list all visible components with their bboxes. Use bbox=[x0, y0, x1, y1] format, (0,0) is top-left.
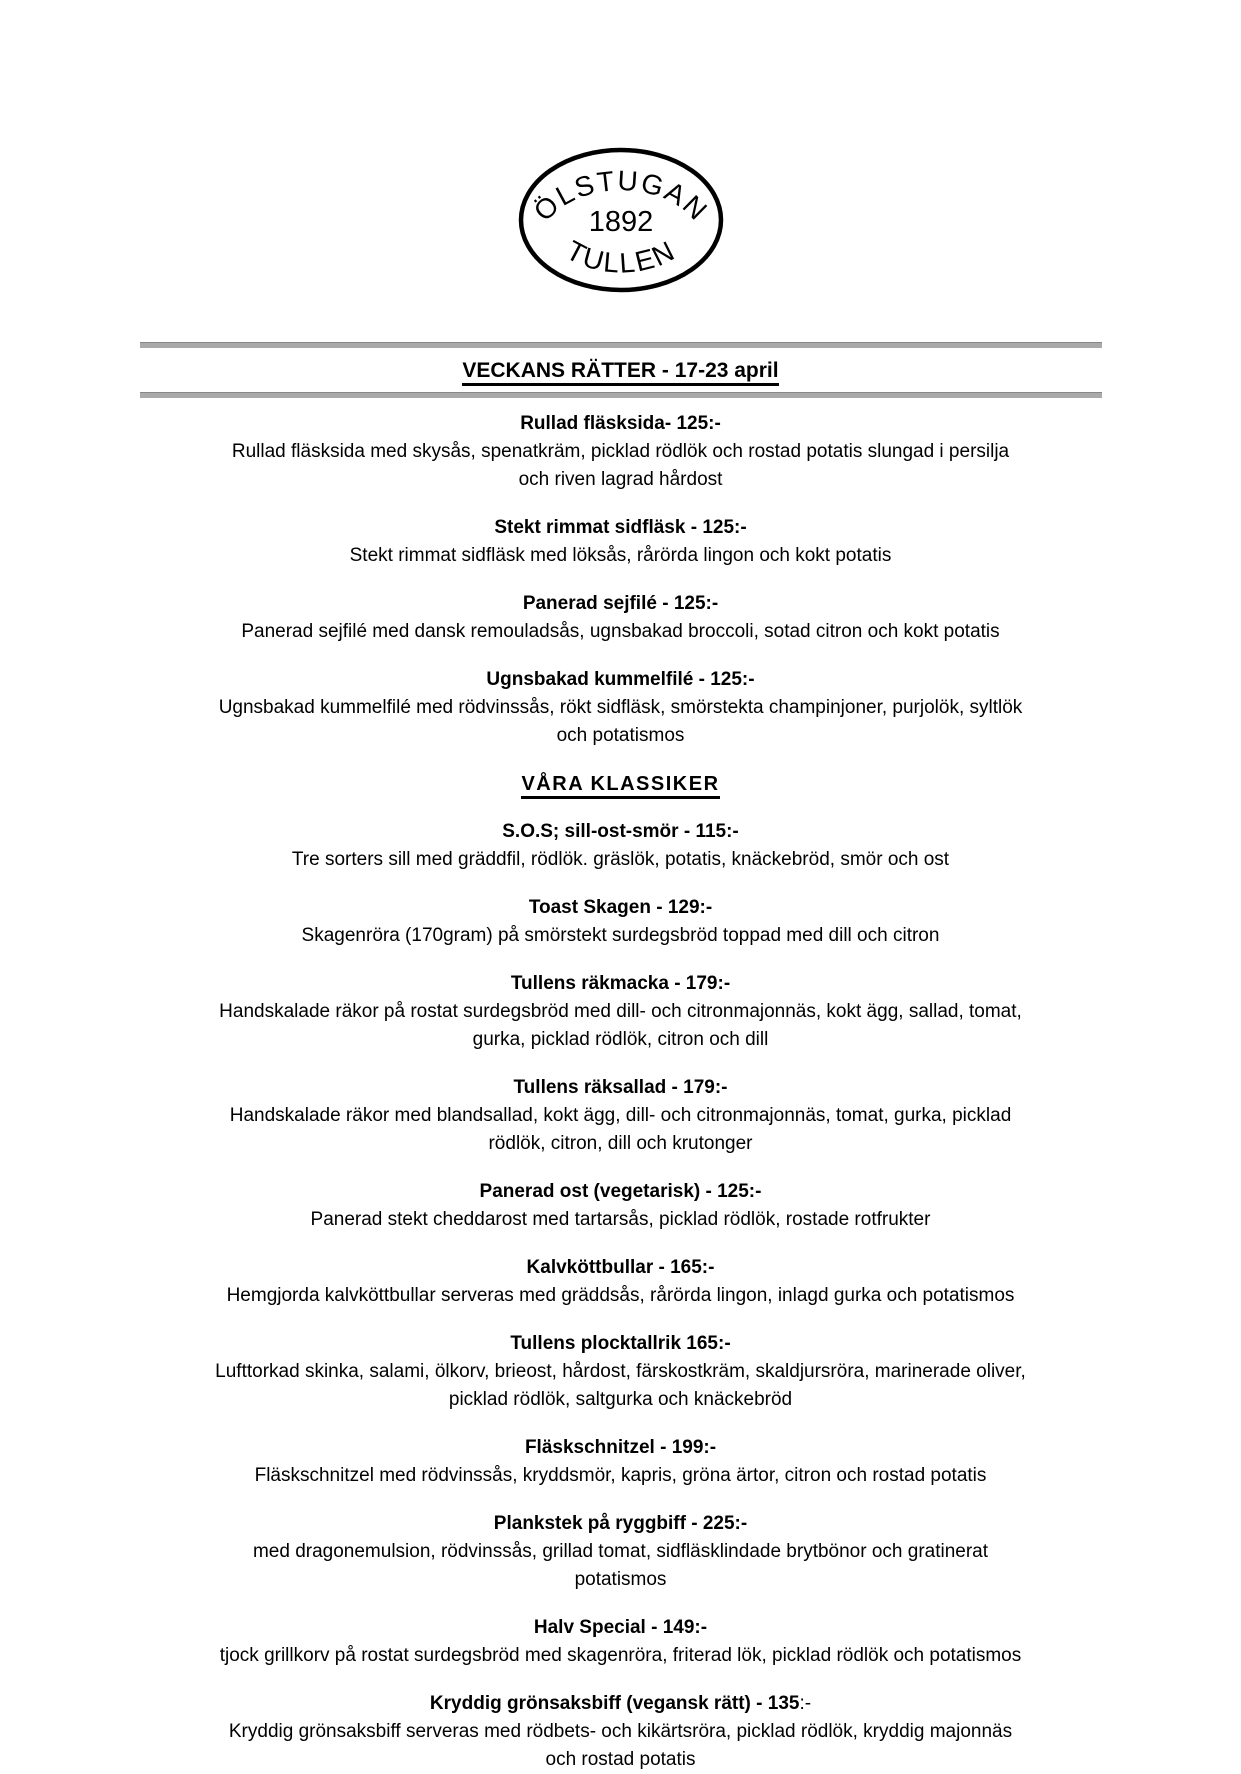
item-title: Tullens plocktallrik 165:- bbox=[510, 1333, 731, 1354]
item-title: Tullens räkmacka - 179:- bbox=[510, 973, 731, 994]
item-description-line: gurka, picklad rödlök, citron och dill bbox=[472, 1029, 769, 1050]
item-title: Fläskschnitzel - 199:- bbox=[524, 1437, 717, 1458]
item-description-line: och riven lagrad hårdost bbox=[518, 469, 723, 490]
menu-item bbox=[140, 1614, 1102, 1670]
item-description-line: rödlök, citron, dill och krutonger bbox=[488, 1133, 753, 1154]
item-description-line: Lufttorkad skinka, salami, ölkorv, brieost, hårdost, färskostkräm, skaldjursröra, marinerade oliver, bbox=[215, 1361, 1026, 1382]
menu-item bbox=[140, 590, 1102, 646]
item-description-line: Handskalade räkor på rostat surdegsbröd med dill- och citronmajonnäs, kokt ägg, sallad, tomat, bbox=[219, 1001, 1022, 1022]
divider-top bbox=[140, 342, 1102, 348]
menu-item bbox=[140, 1330, 1102, 1414]
item-title: Kalvköttbullar - 165:- bbox=[526, 1257, 715, 1278]
item-description-line: Ugnsbakad kummelfilé med rödvinssås, rökt sidfläsk, smörstekta champinjoner, purjolök, syltlök bbox=[218, 697, 1023, 718]
menu-item bbox=[140, 1074, 1102, 1158]
menu-item bbox=[140, 1690, 1102, 1774]
item-description-line: Stekt rimmat sidfläsk med löksås, rårörda lingon och kokt potatis bbox=[349, 545, 892, 566]
menu-item bbox=[140, 818, 1102, 874]
item-description-line: Tre sorters sill med gräddfil, rödlök. gräslök, potatis, knäckebröd, smör och ost bbox=[291, 849, 950, 870]
item-description-line: Panerad stekt cheddarost med tartarsås, picklad rödlök, rostade rotfrukter bbox=[310, 1209, 931, 1230]
menu-item bbox=[140, 514, 1102, 570]
item-description-line: Fläskschnitzel med rödvinssås, kryddsmör, kapris, gröna ärtor, citron och rostad potatis bbox=[254, 1465, 987, 1486]
menu-item bbox=[140, 666, 1102, 750]
logo-arc-bottom-text: TULLEN bbox=[560, 234, 681, 279]
item-description-line: Kryddig grönsaksbiff serveras med rödbets- och kikärtsröra, picklad rödlök, kryddig majonnäs bbox=[228, 1721, 1013, 1742]
menu-item bbox=[140, 1254, 1102, 1310]
item-description-line: och potatismos bbox=[556, 725, 685, 746]
menu-item bbox=[140, 410, 1102, 494]
menu-content bbox=[140, 0, 1102, 1774]
menu-item bbox=[140, 894, 1102, 950]
menu-item bbox=[140, 1178, 1102, 1234]
item-title: Halv Special - 149:- bbox=[533, 1617, 708, 1638]
weekly-section-title: VECKANS RÄTTER - 17-23 april bbox=[462, 359, 778, 386]
item-title bbox=[140, 1690, 1102, 1718]
svg-text:TULLEN bbox=[561, 234, 680, 278]
item-title: Stekt rimmat sidfläsk - 125:- bbox=[494, 517, 747, 538]
item-description-line: Rullad fläsksida med skysås, spenatkräm, picklad rödlök och rostad potatis slungad i persilja bbox=[231, 441, 1010, 462]
item-title: S.O.S; sill-ost-smör - 115:- bbox=[502, 821, 739, 842]
classics-section-title: VÅRA KLASSIKER bbox=[521, 773, 719, 799]
item-title: Ugnsbakad kummelfilé - 125:- bbox=[486, 669, 755, 690]
logo-year-text: 1892 bbox=[588, 206, 653, 238]
item-title: Tullens räksallad - 179:- bbox=[513, 1077, 728, 1098]
item-description-line: och rostad potatis bbox=[545, 1749, 696, 1770]
item-description-line: Panerad sejfilé med dansk remouladsås, ugnsbakad broccoli, sotad citron och kokt potatis bbox=[241, 621, 1000, 642]
item-title: Rullad fläsksida- 125:- bbox=[520, 413, 721, 434]
menu-item bbox=[140, 1510, 1102, 1594]
logo-stamp-icon bbox=[516, 144, 726, 296]
item-description-line: tjock grillkorv på rostat surdegsbröd med skagenröra, friterad lök, picklad rödlök och potatismos bbox=[219, 1645, 1022, 1666]
menu-item bbox=[140, 1434, 1102, 1490]
item-title: Panerad ost (vegetarisk) - 125:- bbox=[479, 1181, 762, 1202]
item-title-bold: Kryddig grönsaksbiff (vegansk rätt) - 135 bbox=[429, 1693, 800, 1714]
item-description-line: med dragonemulsion, rödvinssås, grillad tomat, sidfläsklindade brytbönor och gratinerat bbox=[252, 1541, 989, 1562]
item-description-line: Handskalade räkor med blandsallad, kokt ägg, dill- och citronmajonnäs, tomat, gurka, picklad bbox=[229, 1105, 1012, 1126]
divider-bottom bbox=[140, 392, 1102, 398]
item-title-price-suffix: :- bbox=[799, 1693, 812, 1714]
logo-arc-top-text: ÖLSTUGAN bbox=[527, 164, 714, 228]
weekly-section-header bbox=[140, 357, 1102, 385]
classics-section-header bbox=[140, 770, 1102, 798]
item-description-line: Skagenröra (170gram) på smörstekt surdegsbröd toppad med dill och citron bbox=[301, 925, 940, 946]
item-description-line: picklad rödlök, saltgurka och knäckebröd bbox=[448, 1389, 793, 1410]
item-title: Plankstek på ryggbiff - 225:- bbox=[493, 1513, 748, 1534]
restaurant-logo bbox=[140, 0, 1102, 296]
menu-item bbox=[140, 970, 1102, 1054]
item-description-line: Hemgjorda kalvköttbullar serveras med gräddsås, rårörda lingon, inlagd gurka och potatismos bbox=[226, 1285, 1015, 1306]
item-title: Toast Skagen - 129:- bbox=[528, 897, 713, 918]
item-description-line: potatismos bbox=[574, 1569, 667, 1590]
item-title: Panerad sejfilé - 125:- bbox=[522, 593, 719, 614]
